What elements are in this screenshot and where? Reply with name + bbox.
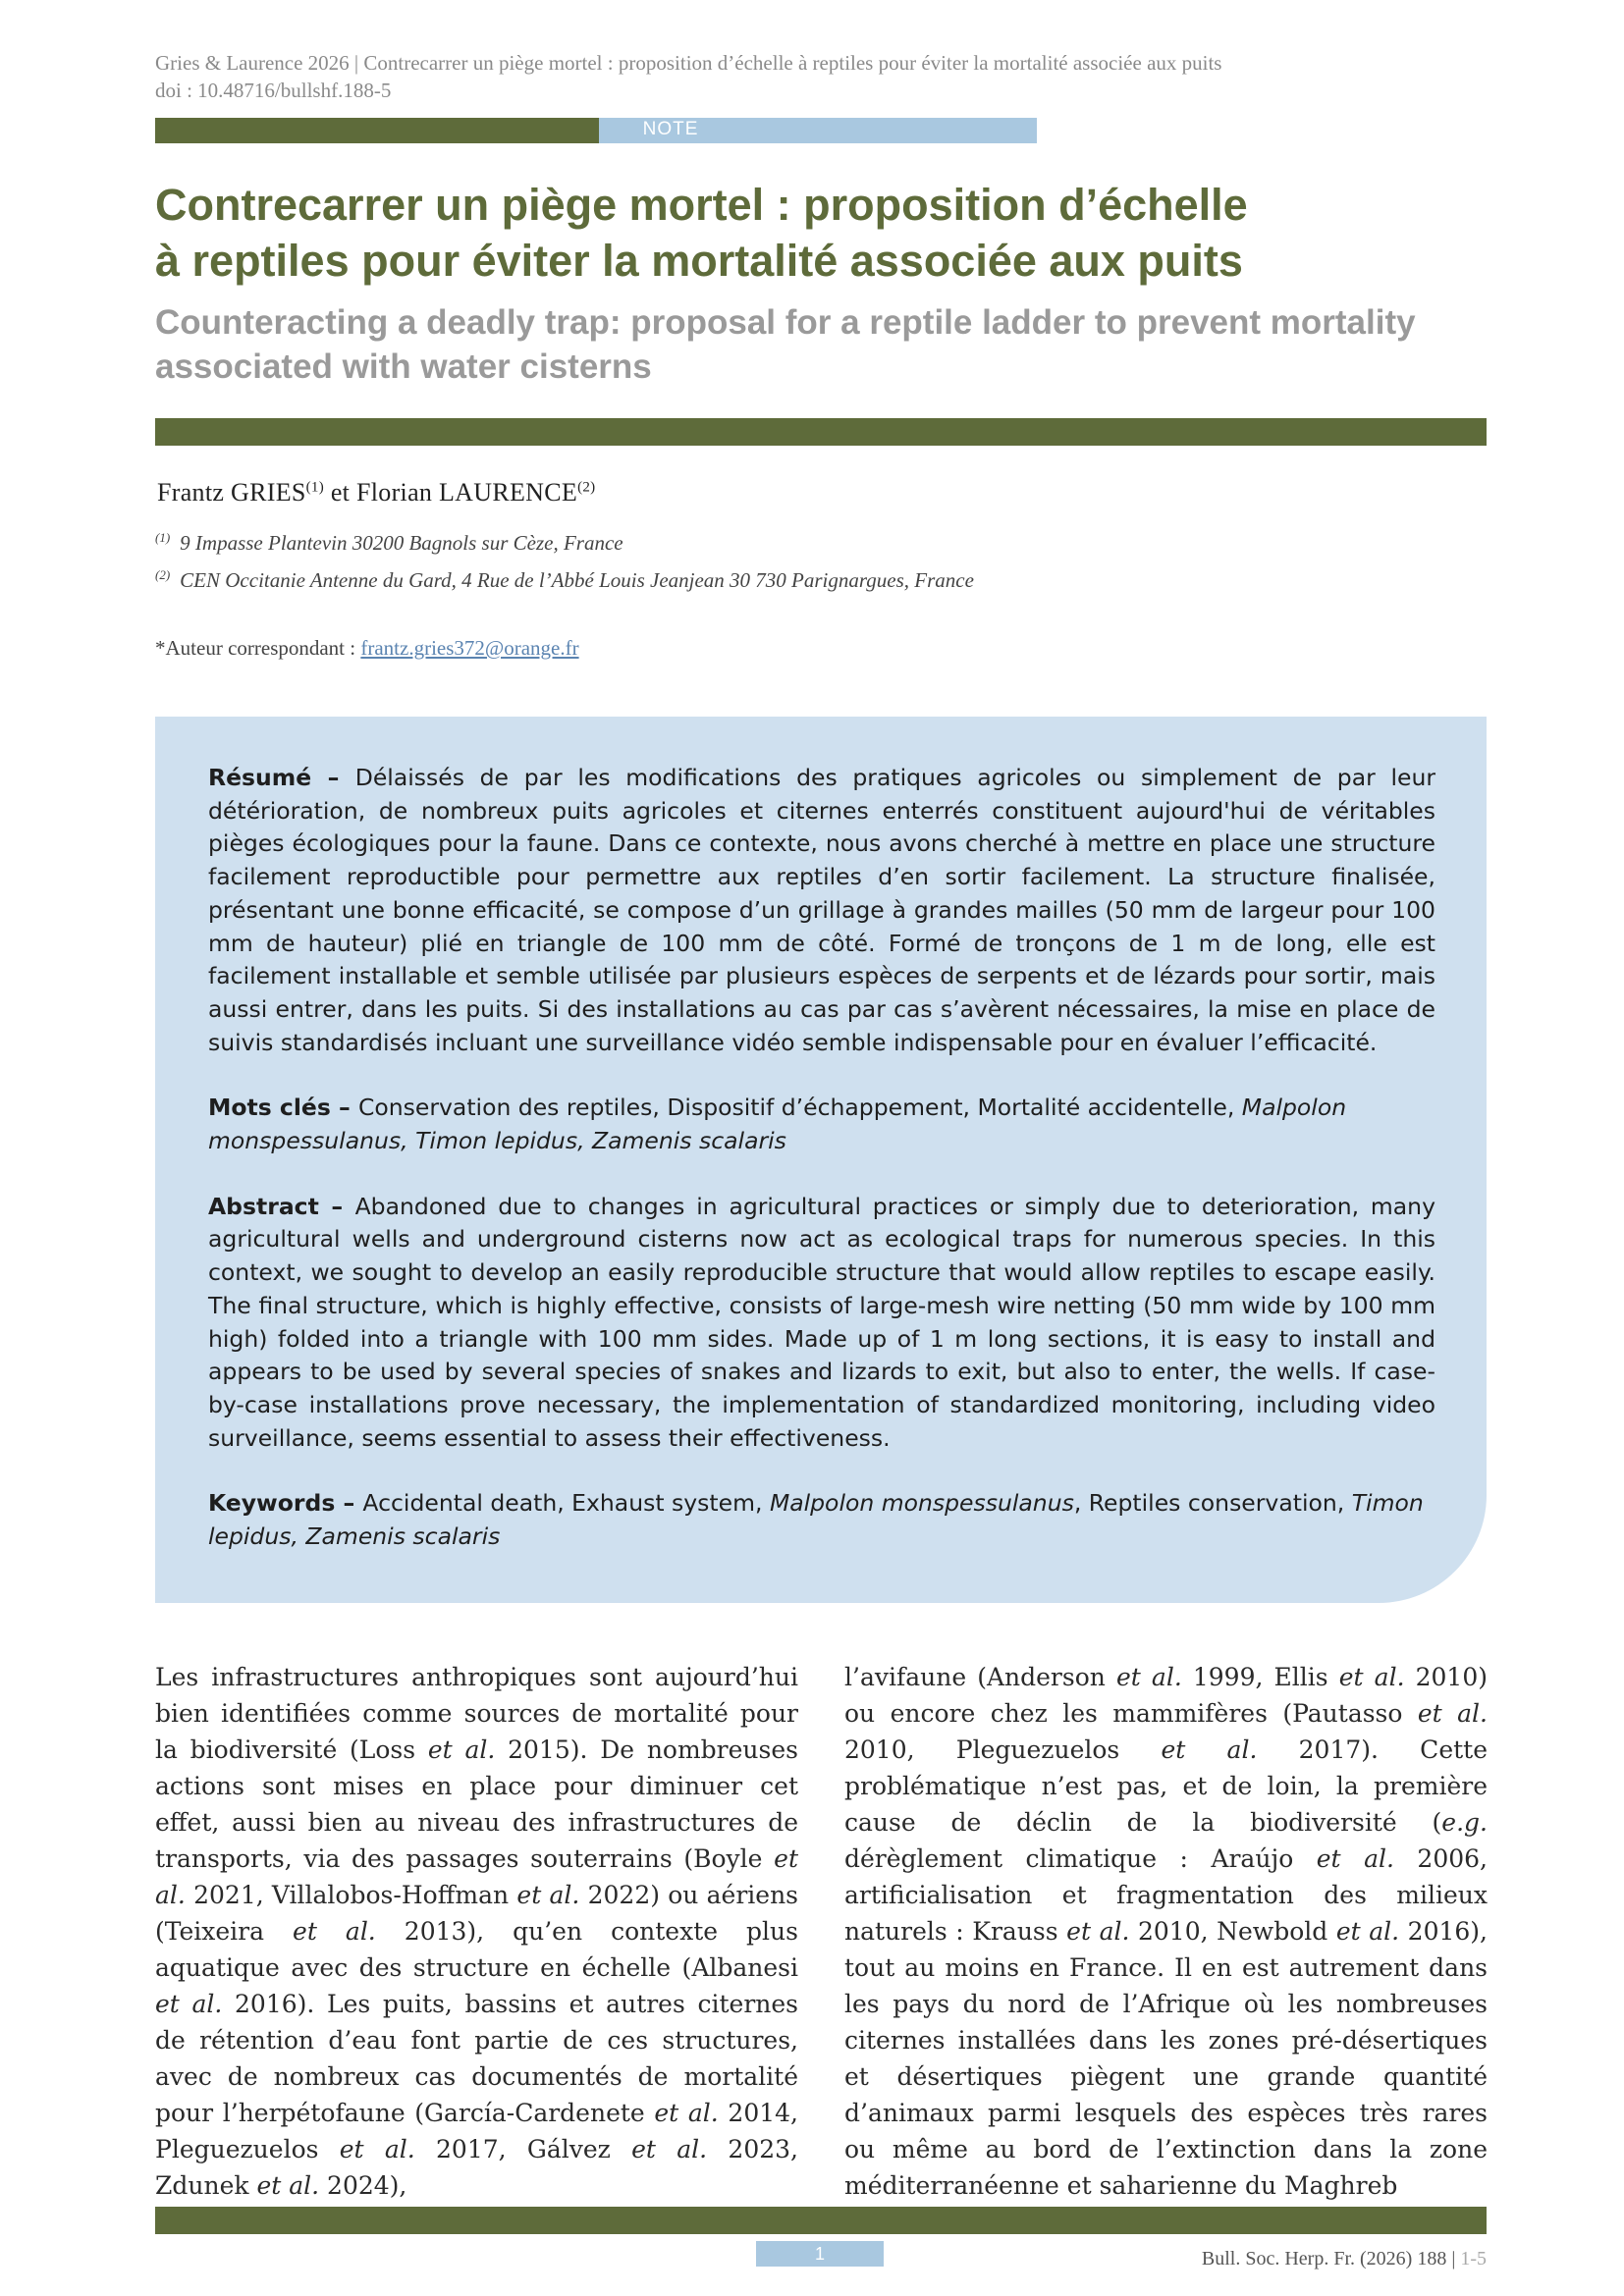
motscles-species: Malpolon monspessulanus, Timon lepidus, Zamenis scalaris xyxy=(208,1094,1347,1155)
body-left-segment: et al. xyxy=(339,2135,415,2163)
abstract-paragraph xyxy=(208,1191,1435,1456)
section-bar xyxy=(155,118,1037,143)
affiliation-1-num: (1) xyxy=(155,530,171,545)
author-conj: et xyxy=(324,478,356,507)
body-column-right xyxy=(844,1659,1488,2204)
body-left-segment: 2016). Les puits, bassins et autres citernes de rétention d’eau font partie de ces structures, avec de nombreux cas documentés de mortalité pour l’herpétofaune (García-Cardenete xyxy=(155,1990,798,2127)
journal-pages: 1-5 xyxy=(1460,2248,1487,2269)
affiliation-2-num: (2) xyxy=(155,567,171,582)
section-label: NOTE xyxy=(642,119,699,139)
corresponding-label: *Auteur correspondant : xyxy=(155,636,361,660)
keywords-label: Keywords – xyxy=(208,1489,363,1518)
abstract-label: Abstract – xyxy=(208,1192,355,1220)
body-right-segment: et al. xyxy=(1417,1699,1488,1728)
section-bar-blue xyxy=(599,118,1037,143)
title-english xyxy=(155,300,1471,389)
title-english-line1: Counteracting a deadly trap: proposal for a reptile ladder to prevent mortality xyxy=(155,303,1416,342)
body-right-segment: et al. xyxy=(1338,1663,1405,1691)
title-english-line2: associated with water cisterns xyxy=(155,347,652,386)
body-left-segment: Les infrastructures anthropiques sont aujourd’hui bien identifiées comme sources de mortalité pour la biodiversité (Loss xyxy=(155,1663,798,1764)
corresponding-email-link[interactable]: frantz.gries372@orange.fr xyxy=(360,636,579,660)
author-1-sup: (1) xyxy=(305,479,325,496)
body-left-segment: et al. xyxy=(155,1844,798,1909)
page-number: 1 xyxy=(756,2241,884,2267)
body-left-paragraph xyxy=(155,1659,798,2204)
keywords-species-1: Malpolon monspessulanus xyxy=(769,1489,1074,1518)
body-left-segment: et al. xyxy=(256,2171,320,2200)
running-head-doi: doi : 10.48716/bullshf.188-5 xyxy=(155,79,392,102)
title-french-line1: Contrecarrer un piège mortel : proposition d’échelle xyxy=(155,180,1248,230)
body-column-left xyxy=(155,1659,798,2204)
keywords-plain-1: Accidental death, Exhaust system, xyxy=(362,1489,770,1518)
running-head xyxy=(155,49,1221,104)
body-right-segment: 2010, Newbold xyxy=(1129,1917,1336,1946)
authors xyxy=(157,478,595,507)
author-2: Florian LAURENCE xyxy=(356,478,578,507)
body-right-segment: e.g. xyxy=(1441,1808,1488,1837)
body-right-paragraph xyxy=(844,1659,1488,2204)
motscles-label: Mots clés – xyxy=(208,1094,358,1122)
body-right-segment: 2010, Pleguezuelos xyxy=(844,1735,1162,1764)
corresponding-author xyxy=(155,636,579,661)
body-right-segment: 2006, artificialisation et fragmentation des milieux naturels : Krauss xyxy=(844,1844,1488,1946)
author-1: Frantz GRIES xyxy=(157,478,306,507)
author-2-sup: (2) xyxy=(577,479,596,496)
body-left-segment: 2023, Zdunek xyxy=(155,2135,798,2200)
keywords-plain-2: , Reptiles conservation, xyxy=(1073,1489,1352,1518)
body-right-segment: 2017). Cette problématique n’est pas, et de loin, la première cause de déclin de la biodiversité ( xyxy=(844,1735,1488,1837)
footer-rule xyxy=(155,2207,1487,2234)
body-right-segment: et al. xyxy=(1115,1663,1182,1691)
body-right-segment: l’avifaune (Anderson xyxy=(844,1663,1116,1691)
body-right-segment: dérèglement climatique : Araújo xyxy=(844,1844,1317,1873)
running-head-citation: Gries & Laurence 2026 | Contrecarrer un piège mortel : proposition d’échelle à reptiles pour éviter la mortalité associée aux puits xyxy=(155,51,1222,75)
body-right-segment: 2016), tout au moins en France. Il en est autrement dans les pays du nord de l’Afrique où les nombreuses citernes installées dans les zones pré-désertiques et désertiques piègent une grande quantité d’animaux parmi lesquels des espèces très rares ou même au bord de l’extinction dans la zone méditerranéenne et saharienne du Maghreb xyxy=(844,1917,1488,2200)
title-french-line2: à reptiles pour éviter la mortalité associée aux puits xyxy=(155,236,1243,286)
body-left-segment: et al. xyxy=(631,2135,708,2163)
body-left-segment: et al. xyxy=(516,1881,580,1909)
body-left-segment: et al. xyxy=(293,1917,376,1946)
resume-text: Délaissés de par les modifications des pratiques agricoles ou simplement de par leur détérioration, de nombreux puits agricoles et citernes enterrés constituent aujourd'hui de véritables pièges écologiques pour la faune. Dans ce contexte, nous avons cherché à mettre en place une structure facilement reproductible pour permettre aux reptiles d’en sortir facilement. La structure finalisée, présentant une bonne efficacité, se compose d’un grillage à grandes mailles (50 mm de largeur pour 100 mm de hauteur) plié en triangle de 100 mm de côté. Formé de tronçons de 1 m de long, elle est facilement installable et semble utilisée par plusieurs espèces de serpents et de lézards pour sortir, mais aussi entrer, dans les puits. Si des installations au cas par cas s’avèrent nécessaires, la mise en place de suivis standardisés incluant une surveillance vidéo semble indispensable pour en évaluer l’efficacité. xyxy=(208,764,1435,1056)
abstract-content xyxy=(208,762,1435,1586)
body-right-segment: et al. xyxy=(1316,1844,1394,1873)
motscles-plain: Conservation des reptiles, Dispositif d’échappement, Mortalité accidentelle, xyxy=(357,1094,1242,1122)
resume-label: Résumé – xyxy=(208,764,355,791)
journal-name: Bull. Soc. Herp. Fr. (2026) 188 | xyxy=(1201,2248,1461,2269)
body-right-segment: et al. xyxy=(1335,1917,1400,1946)
journal-citation xyxy=(1202,2248,1487,2270)
title-french xyxy=(155,177,1471,289)
affiliation-1 xyxy=(155,530,623,556)
body-left-segment: 2014, Pleguezuelos xyxy=(155,2099,798,2163)
affiliation-2-text: CEN Occitanie Antenne du Gard, 4 Rue de l’Abbé Louis Jeanjean 30 730 Parignargues, France xyxy=(180,568,974,592)
affiliation-2 xyxy=(155,567,974,593)
keywords-species-2: Timon lepidus, Zamenis scalaris xyxy=(208,1489,1424,1551)
abstract-text: Abandoned due to changes in agricultural practices or simply due to deterioration, many agricultural wells and underground cisterns now act as ecological traps for numerous species. In this context, we sought to develop an easily reproducible structure that would allow reptiles to escape easily. The final structure, which is highly effective, consists of large-mesh wire netting (50 mm wide by 100 mm high) folded into a triangle with 100 mm sides. Made up of 1 m long sections, it is easy to install and appears to be used by several species of snakes and lizards to exit, but also to enter, the wells. If case-by-case installations prove necessary, the implementation of standardized monitoring, including video surveillance, seems essential to assess their effectiveness. xyxy=(208,1192,1435,1452)
affiliation-1-text: 9 Impasse Plantevin 30200 Bagnols sur Cèze, France xyxy=(180,531,623,555)
body-left-segment: et al. xyxy=(155,1990,223,2018)
body-right-segment: 2010) ou encore chez les mammifères (Pautasso xyxy=(844,1663,1488,1728)
body-left-segment: 2024), xyxy=(319,2171,407,2200)
body-right-segment: 1999, Ellis xyxy=(1181,1663,1339,1691)
keywords-paragraph xyxy=(208,1487,1435,1553)
body-right-segment: et al. xyxy=(1066,1917,1130,1946)
body-left-segment: 2015). De nombreuses actions sont mises en place pour diminuer cet effet, aussi bien au niveau des infrastructures de transports, via des passages souterrains (Boyle xyxy=(155,1735,798,1873)
body-left-segment: 2021, Villalobos-Hoffman xyxy=(185,1881,517,1909)
motscles-paragraph xyxy=(208,1092,1435,1157)
title-rule xyxy=(155,418,1487,446)
resume-paragraph xyxy=(208,762,1435,1059)
body-left-segment: 2017, Gálvez xyxy=(414,2135,632,2163)
body-left-segment: et al. xyxy=(654,2099,719,2127)
body-left-segment: 2013), qu’en contexte plus aquatique avec des structure en échelle (Albanesi xyxy=(155,1917,798,1982)
body-left-segment: 2022) ou aériens (Teixeira xyxy=(155,1881,799,1946)
body-left-segment: et al. xyxy=(427,1735,496,1764)
body-right-segment: et al. xyxy=(1161,1735,1258,1764)
